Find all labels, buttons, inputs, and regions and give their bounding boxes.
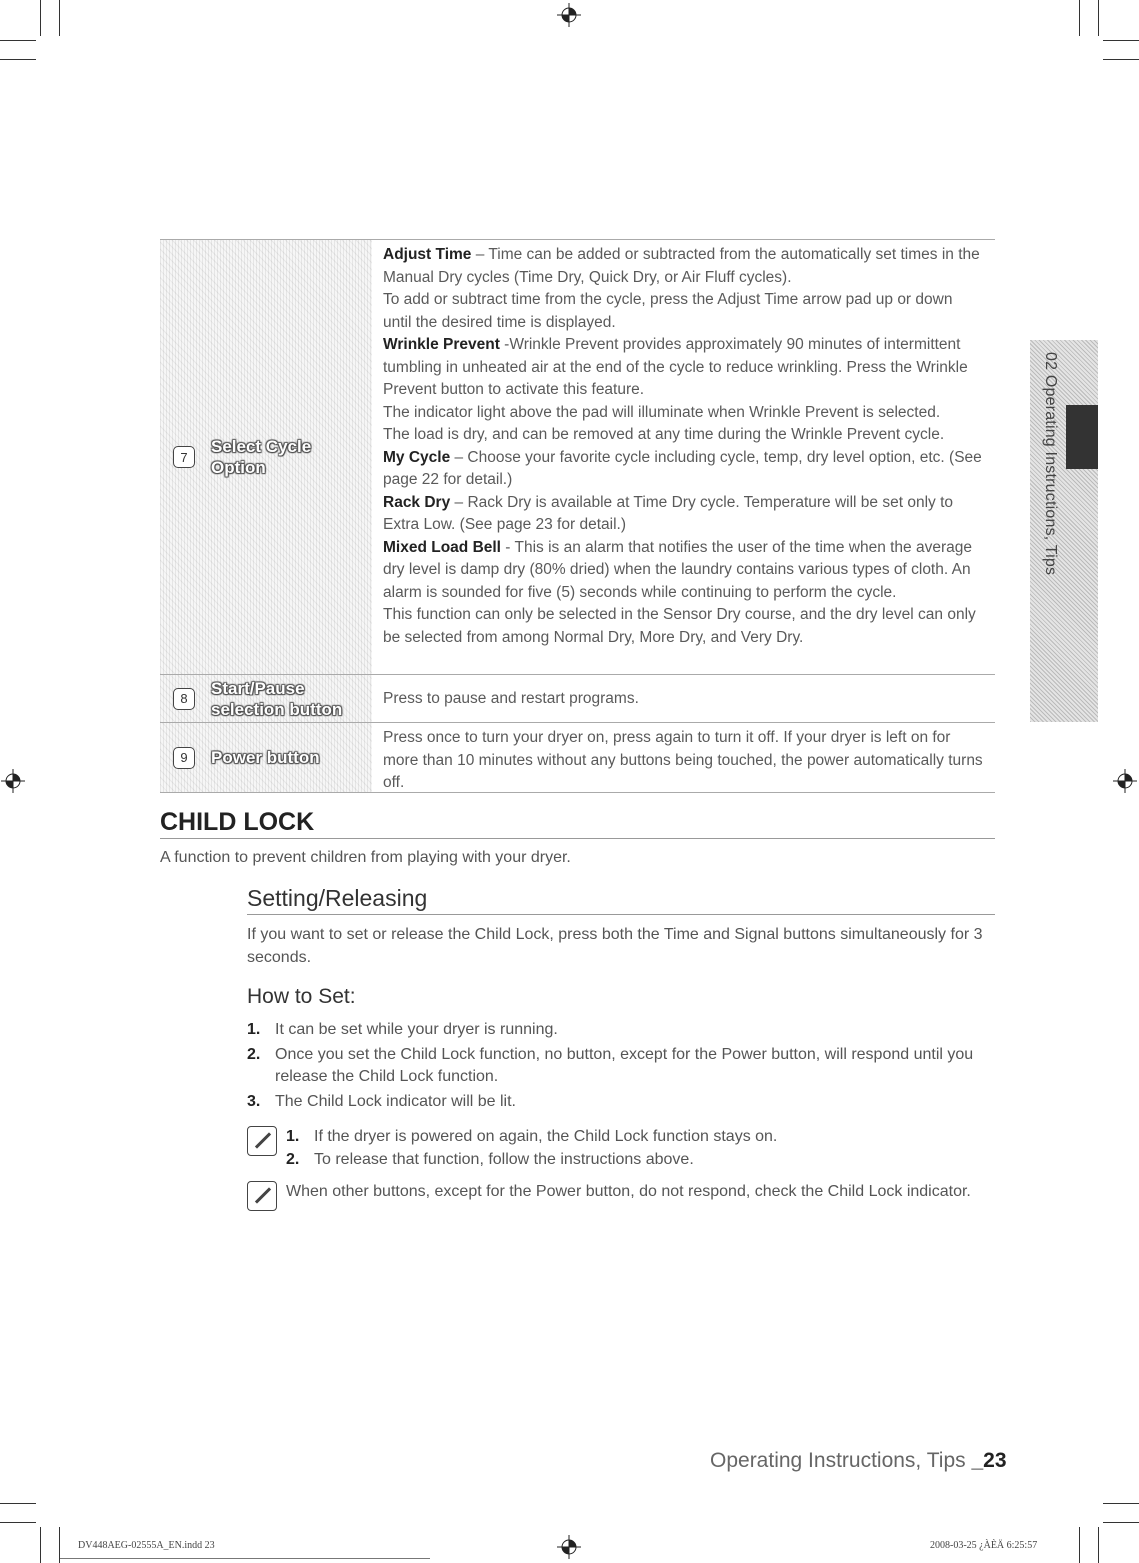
step-text: The Child Lock indicator will be lit.	[275, 1092, 516, 1110]
step-number: 1.	[247, 1021, 261, 1038]
paragraph-text: This function can only be selected in the Sensor Dry course, and the dry level can only be selected from among Normal Dry, More Dry, and Very Dry.	[383, 606, 976, 646]
page-footer	[710, 1449, 1007, 1473]
registration-mark-icon	[557, 3, 581, 27]
list-item	[247, 1044, 987, 1089]
page-number: _23	[971, 1449, 1007, 1472]
paragraph	[383, 688, 639, 711]
feature-label	[211, 678, 342, 720]
paragraph-text: – Choose your favorite cycle including cycle, temp, dry level option, etc. (See page 22 for detail.)	[383, 448, 982, 488]
list-item	[286, 1125, 777, 1148]
feature-table	[160, 239, 995, 793]
crop-mark	[1079, 1527, 1080, 1563]
term: Rack Dry	[383, 493, 451, 511]
print-slug-right: 2008-03-25 ¿ÀÈÄ 6:25:57	[930, 1540, 1038, 1551]
term: Mixed Load Bell	[383, 538, 501, 556]
crop-mark	[0, 40, 36, 41]
paragraph	[383, 334, 985, 402]
paragraph-text: Press to pause and restart programs.	[383, 690, 639, 708]
crop-mark	[1079, 0, 1080, 36]
note-text: When other buttons, except for the Power button, do not respond, check the Child Lock indicator.	[286, 1183, 971, 1200]
note-content	[286, 1125, 777, 1171]
feature-label-line: selection button	[211, 699, 343, 719]
footer-section-title: Operating Instructions, Tips	[710, 1449, 972, 1472]
crop-mark	[0, 1503, 36, 1504]
crop-mark	[1098, 0, 1099, 36]
term: Wrinkle Prevent	[383, 336, 500, 353]
paragraph	[383, 244, 985, 289]
note-number: 1.	[286, 1128, 300, 1145]
note-text: To release that function, follow the instructions above.	[314, 1151, 694, 1168]
paragraph	[383, 447, 985, 492]
crop-mark	[40, 0, 41, 36]
crop-mark	[59, 0, 60, 36]
paragraph	[383, 727, 985, 795]
paragraph-text: The load is dry, and can be removed at any time during the Wrinkle Prevent cycle.	[383, 426, 945, 443]
note-block	[247, 1125, 987, 1171]
paragraph	[383, 492, 985, 537]
crop-mark	[1098, 1527, 1099, 1563]
crop-mark	[0, 59, 36, 60]
paragraph	[383, 289, 985, 334]
table-row	[160, 675, 995, 723]
subsection-heading: Setting/Releasing	[247, 885, 995, 915]
feature-label-cell	[160, 723, 372, 792]
paragraph-text: – Rack Dry is available at Time Dry cycle. Temperature will be set only to Extra Low. (See page 23 for detail.)	[383, 493, 954, 533]
feature-label-line: Option	[211, 458, 266, 477]
print-slug-left: DV448AEG-02555A_EN.indd 23	[78, 1540, 215, 1551]
how-to-heading: How to Set:	[247, 985, 356, 1008]
note-pencil-icon	[247, 1126, 277, 1156]
feature-label-cell	[160, 675, 372, 722]
chapter-tab-label: 02 Operating Instructions, Tips	[1042, 352, 1059, 576]
chapter-tab-marker	[1066, 405, 1098, 469]
paragraph	[383, 604, 985, 649]
crop-mark	[40, 1527, 41, 1563]
feature-label-line: Select Cycle	[211, 437, 312, 456]
steps-list	[247, 1019, 987, 1115]
step-number: 2.	[247, 1045, 261, 1063]
term: Adjust Time	[383, 246, 472, 263]
list-item	[247, 1019, 987, 1042]
feature-description	[372, 723, 995, 792]
registration-mark-icon	[557, 1535, 581, 1559]
crop-mark	[1103, 1503, 1139, 1504]
note-pencil-icon	[247, 1181, 277, 1211]
feature-label	[211, 747, 320, 768]
feature-label-cell	[160, 240, 372, 674]
feature-description	[372, 675, 995, 722]
step-text: It can be set while your dryer is running.	[275, 1021, 558, 1038]
crop-mark	[1103, 40, 1139, 41]
feature-number-badge: 8	[173, 688, 195, 710]
feature-number-badge: 9	[173, 747, 195, 769]
term: My Cycle	[383, 448, 451, 466]
paragraph-text: To add or subtract time from the cycle, press the Adjust Time arrow pad up or down until the desired time is displayed.	[383, 291, 953, 331]
feature-description	[372, 240, 995, 674]
note-text: If the dryer is powered on again, the Child Lock function stays on.	[314, 1128, 778, 1145]
paragraph-text: Press once to turn your dryer on, press again to turn it off. If your dryer is left on for more than 10 minutes without any buttons being touched, the power automatically turns off.	[383, 729, 983, 791]
registration-mark-icon	[1113, 769, 1137, 793]
feature-label	[211, 436, 311, 478]
note-number: 2.	[286, 1151, 300, 1168]
subsection-text: If you want to set or release the Child Lock, press both the Time and Signal buttons simultaneously for 3 seconds.	[247, 926, 983, 966]
paragraph	[383, 424, 985, 447]
crop-mark	[1103, 1522, 1139, 1523]
step-number: 3.	[247, 1092, 261, 1110]
paragraph	[383, 537, 985, 605]
step-text: Once you set the Child Lock function, no button, except for the Power button, will respond until you release the Child Lock function.	[275, 1045, 974, 1085]
feature-label-line: Start/Pause	[211, 678, 305, 698]
paragraph-text: – Time can be added or subtracted from the automatically set times in the Manual Dry cycles (Time Dry, Quick Dry, or Air Fluff cycles).	[383, 246, 980, 286]
section-heading: CHILD LOCK	[160, 808, 995, 839]
list-item	[286, 1148, 777, 1171]
table-row	[160, 239, 995, 675]
paragraph-text: - This is an alarm that notifies the user of the time when the average dry level is damp dry (80% dried) when the laundry contains various types of cloth. An alarm is sounded for five (5) seconds while continuing to perform the cycle.	[383, 538, 972, 601]
feature-number-badge: 7	[173, 446, 195, 468]
paragraph-text: The indicator light above the pad will illuminate when Wrinkle Prevent is selected.	[383, 403, 941, 421]
feature-label-line: Power button	[211, 748, 320, 767]
list-item	[247, 1091, 987, 1114]
crop-mark	[1103, 59, 1139, 60]
paragraph	[383, 402, 985, 425]
registration-mark-icon	[1, 769, 25, 793]
section-intro: A function to prevent children from playing with your dryer.	[160, 849, 571, 866]
table-row	[160, 723, 995, 793]
note-block	[247, 1180, 987, 1211]
paragraph-text: -Wrinkle Prevent provides approximately 90 minutes of intermittent tumbling in unheated air at the end of the cycle to reduce wrinkling. Press the Wrinkle Prevent button to activate this feature.	[383, 336, 968, 398]
crop-mark	[0, 1522, 36, 1523]
slug-divider	[60, 1558, 430, 1559]
